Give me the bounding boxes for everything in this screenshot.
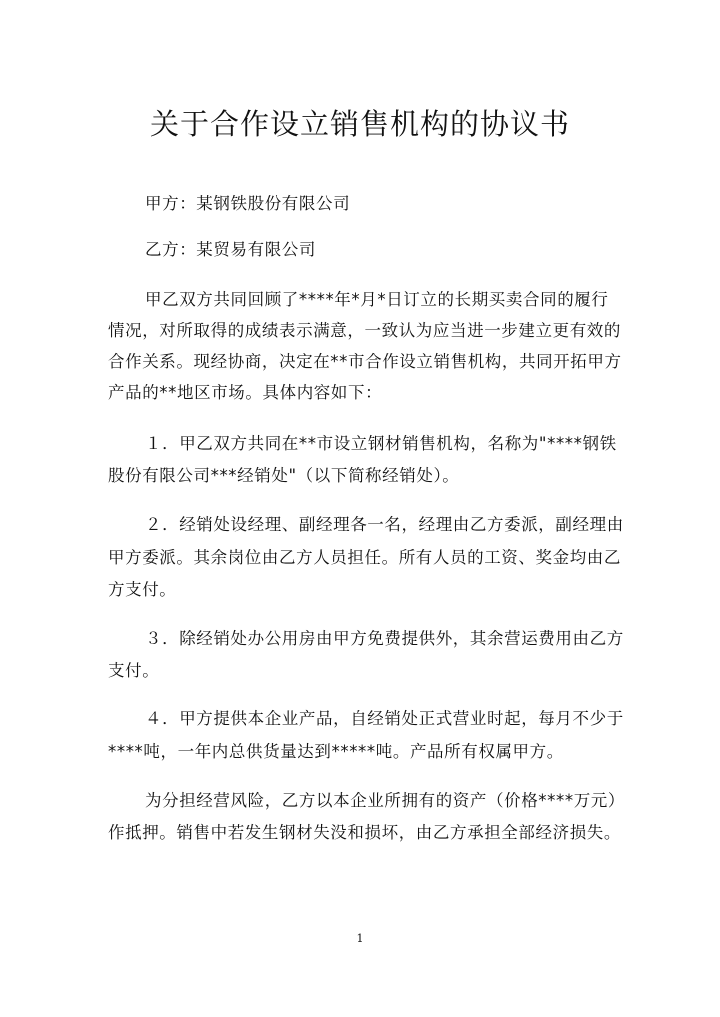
party-b: 乙方：某贸易有限公司 — [145, 240, 316, 259]
item-2-line: ２．经销处设经理、副经理各一名，经理由乙方委派，副经理由 — [145, 515, 624, 534]
intro-line: 产品的**地区市场。具体内容如下： — [108, 383, 383, 402]
item-2-line: 方支付。 — [108, 580, 177, 599]
item-1-line: 股份有限公司***经销处"（以下简称经销处）。 — [108, 466, 460, 485]
party-a: 甲方：某钢铁股份有限公司 — [145, 194, 351, 213]
item-2-line: 甲方委派。其余岗位由乙方人员担任。所有人员的工资、奖金均由乙 — [108, 548, 621, 567]
risk-line: 为分担经营风险，乙方以本企业所拥有的资产（价格****万元） — [145, 791, 625, 810]
page-number: 1 — [356, 932, 364, 945]
intro-line: 合作关系。现经协商，决定在**市合作设立销售机构，共同开拓甲方 — [108, 352, 622, 371]
item-3-line: 支付。 — [108, 661, 160, 680]
document-title: 关于合作设立销售机构的协议书 — [149, 107, 570, 141]
item-4-line: ４．甲方提供本企业产品，自经销处正式营业时起，每月不少于 — [145, 709, 624, 728]
item-4-line: ****吨，一年内总供货量达到*****吨。产品所有权属甲方。 — [108, 742, 564, 761]
intro-line: 情况，对所取得的成绩表示满意，一致认为应当进一步建立更有效的 — [108, 321, 621, 340]
item-3-line: ３．除经销处办公用房由甲方免费提供外，其余营运费用由乙方 — [145, 629, 624, 648]
intro-line: 甲乙双方共同回顾了****年*月*日订立的长期买卖合同的履行 — [145, 290, 609, 309]
risk-line: 作抵押。销售中若发生钢材失没和损坏，由乙方承担全部经济损失。 — [108, 823, 621, 842]
item-1-line: １．甲乙双方共同在**市设立钢材销售机构，名称为"****钢铁 — [145, 434, 617, 453]
